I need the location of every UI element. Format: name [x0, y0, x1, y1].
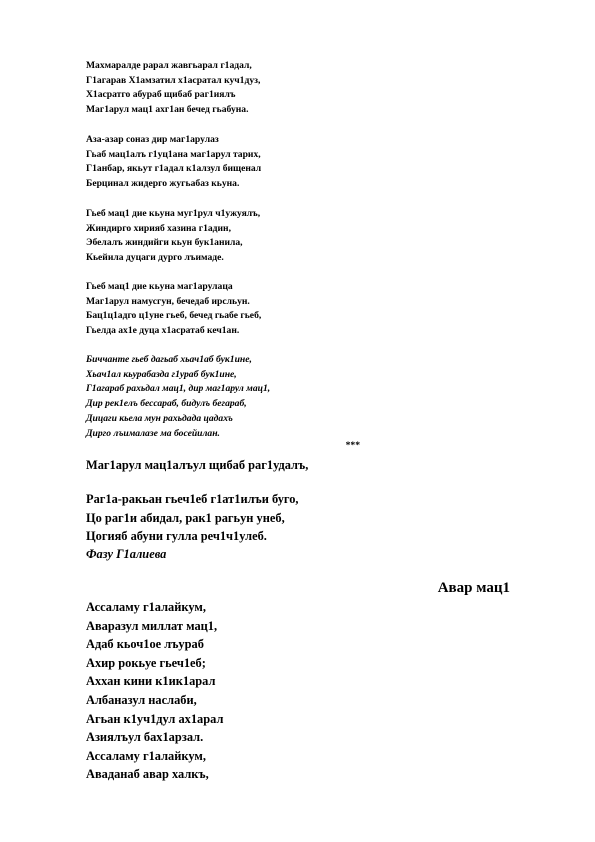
poem-line: Албаназул наслаби, — [86, 692, 197, 707]
stanza-line: Гьеб мац1 дие кьуна маг1арулаца — [86, 281, 233, 292]
stanza-4 — [86, 280, 526, 339]
poem-line: Аххан кини к1ик1арал — [86, 674, 216, 689]
stanza-3 — [86, 207, 526, 266]
poem-line: Агьан к1уч1дул ах1арал — [86, 711, 224, 726]
stanza-line: Кьейила дуцаги дурго лъимаде. — [86, 252, 224, 264]
stanza-line: Гьеб мац1 дие кьуна муг1рул ч1ужуялъ, — [86, 208, 261, 219]
stanza-line: Гьелда ах1е дуца х1асратаб кеч1ан. — [86, 325, 240, 337]
stanza-line: Дицаги кьела мун рахьдада цадахъ — [86, 412, 233, 424]
poem-line: Адаб кьоч1ое лъураб — [86, 637, 204, 652]
author-name: Фазу Г1алиева — [86, 547, 167, 561]
stanza-1 — [86, 59, 526, 118]
stanza-2 — [86, 133, 526, 192]
poem-title: Авар мац1 — [437, 580, 510, 596]
poem-line: Азиялъул бах1арзал. — [86, 730, 204, 745]
stanza-line: Раг1а-ракьан гьеч1еб г1ат1илъи буго, — [86, 492, 299, 506]
stanza-line: Эбелалъ жиндийги кьун бук1анила, — [86, 237, 243, 249]
stanza-line: Биччанте гьеб дагьаб хьач1аб бук1ине, — [86, 354, 252, 365]
stanza-line: Аза-азар соназ дир маг1арулаз — [86, 134, 219, 145]
section-separator: *** — [345, 440, 360, 451]
stanza-line: Дирго лъималазе ма босейилан. — [86, 427, 220, 439]
stanza-line: Х1асратго абураб щибаб раг1иялъ — [86, 89, 236, 101]
poem-line: Ассаламу г1алайкум, — [86, 748, 206, 763]
stanza-line: Маг1арул намусгун, бечедаб ирсльун. — [86, 295, 250, 307]
stanza-line: Г1анбар, якьут г1адал к1алзул бищенал — [86, 163, 262, 175]
stanza-line: Махмаралде рарал жавгьарал г1адал, — [86, 60, 252, 71]
poem-body — [86, 598, 526, 784]
stanza-line: Бац1ц1адго ц1уне гьеб, бечед гьабе гьеб, — [86, 310, 262, 322]
large-stanza-2 — [86, 490, 526, 546]
stanza-5 — [86, 353, 526, 441]
stanza-line: Дир рек1елъ бессараб, бидулъ бегараб, — [86, 398, 247, 410]
stanza-line: Г1агарав Х1амзатил х1асратал куч1дуз, — [86, 74, 261, 86]
stanza-line: Гьаб мац1алъ г1уц1ана маг1арул тарих, — [86, 148, 261, 160]
stanza-line: Маг1арул мац1алъул щибаб раг1удалъ, — [86, 458, 309, 472]
poem-line: Ахир рокьуе гьеч1еб; — [86, 655, 206, 670]
poem-line: Аваразул миллат мац1, — [86, 618, 218, 633]
stanza-line: Жиндирго хирияб хазина г1адин, — [86, 222, 231, 234]
large-stanza-1 — [86, 456, 526, 475]
poem-line: Ассаламу г1алайкум, — [86, 600, 206, 614]
stanza-line: Хьач1ал кьурабазда г1ураб бук1ине, — [86, 368, 237, 380]
poem-line: Аваданаб авар халкъ, — [86, 767, 209, 782]
stanza-line: Цогияб абуни гулла реч1ч1улеб. — [86, 529, 267, 544]
stanza-line: Цо раг1и абидал, рак1 рагьун унеб, — [86, 510, 285, 525]
stanza-line: Маг1арул мац1 ахг1ан бечед гьабуна. — [86, 104, 249, 116]
stanza-line: Берцинал жидерго жугьабаз кьуна. — [86, 178, 240, 190]
stanza-line: Г1агараб рахьдал мац1, дир маг1арул мац1, — [86, 383, 271, 395]
